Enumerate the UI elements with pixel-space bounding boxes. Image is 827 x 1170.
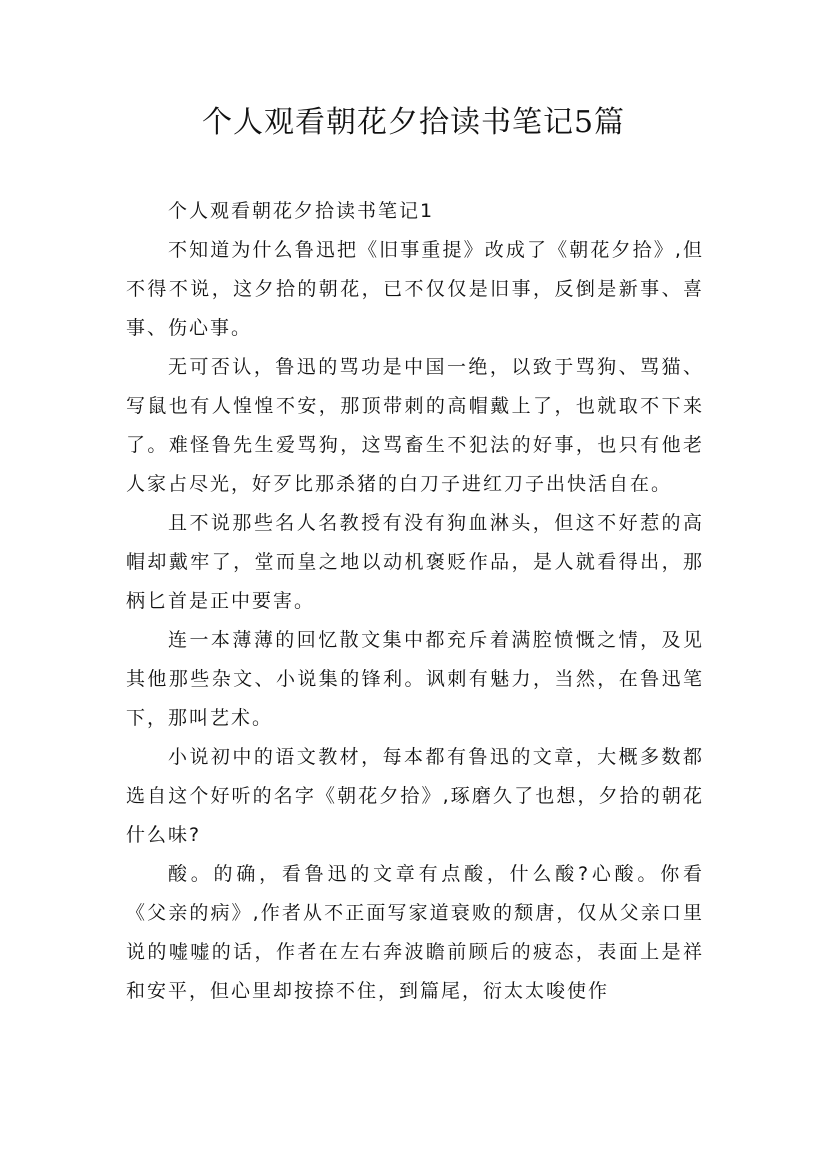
paragraph: 无可否认，鲁迅的骂功是中国一绝，以致于骂狗、骂猫、写鼠也有人惶惶不安，那顶带刺的高帽戴上了，也就取不下来了。难怪鲁先生爱骂狗，这骂畜生不犯法的好事，也只有他老人家占尽光，好歹比那杀猪的白刀子进红刀子出快活自在。	[126, 356, 704, 495]
paragraph: 连一本薄薄的回忆散文集中都充斥着满腔愤慨之情，及见其他那些杂文、小说集的锋利。讽刺有魅力，当然，在鲁迅笔下，那叫艺术。	[126, 629, 704, 729]
paragraph: 且不说那些名人名教授有没有狗血淋头，但这不好惹的高帽却戴牢了，堂而皇之地以动机褒贬作品，是人就看得出，那柄匕首是正中要害。	[126, 512, 704, 612]
paragraph: 不知道为什么鲁迅把《旧事重提》改成了《朝花夕拾》,但不得不说，这夕拾的朝花，已不仅仅是旧事，反倒是新事、喜事、伤心事。	[126, 239, 704, 339]
section-heading: 个人观看朝花夕拾读书笔记1	[168, 200, 435, 222]
paragraph: 酸。的确，看鲁迅的文章有点酸，什么酸?心酸。你看《父亲的病》,作者从不正面写家道衰败的颓唐，仅从父亲口里说的嘘嘘的话，作者在左右奔波瞻前顾后的疲态，表面上是祥和安平，但心里却按捺不住，到篇尾，衍太太唆使作	[126, 863, 704, 1002]
document-title: 个人观看朝花夕拾读书笔记5篇	[201, 105, 626, 140]
document-body	[126, 192, 704, 1011]
paragraph: 小说初中的语文教材，每本都有鲁迅的文章，大概多数都选自这个好听的名字《朝花夕拾》,琢磨久了也想，夕拾的朝花什么味?	[126, 746, 704, 846]
